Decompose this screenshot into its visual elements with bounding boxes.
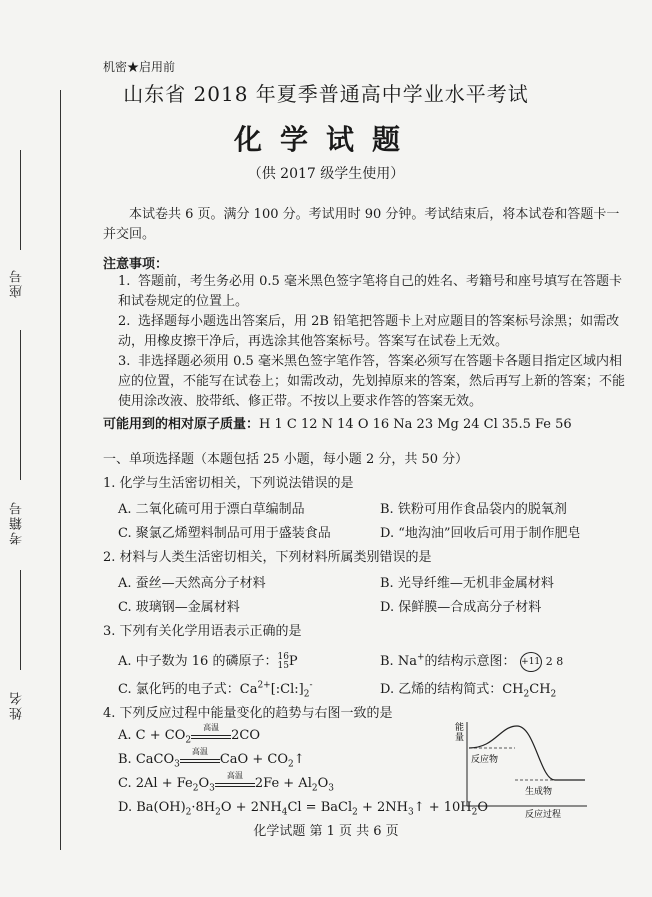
condition-arrow bbox=[215, 770, 255, 791]
reactant-label: 反应物 bbox=[471, 755, 499, 765]
formula-part: Cl = BaCl bbox=[287, 800, 353, 815]
subscript: 3 bbox=[174, 759, 180, 770]
formula-part: B. CaCO bbox=[118, 752, 175, 767]
electron-shells: 2 8 bbox=[545, 655, 564, 668]
subscript: 3 bbox=[209, 783, 215, 794]
formula-part: O bbox=[477, 800, 489, 815]
option-c: C. 聚氯乙烯塑料制品可用于盛装食品 bbox=[118, 526, 331, 541]
option-a-text: A. 中子数为 16 的磷原子： bbox=[118, 654, 278, 669]
subject-title: 化学试题 bbox=[233, 123, 418, 156]
subscript: 4 bbox=[281, 807, 288, 818]
option-b-text: B. Na bbox=[380, 654, 417, 669]
gas-arrow: ↑ bbox=[293, 752, 305, 767]
option-a: A. 二氧化硫可用于漂白草编制品 bbox=[118, 502, 305, 517]
option-c: C. 玻璃钢—金属材料 bbox=[118, 600, 240, 615]
formula-part: O bbox=[317, 776, 329, 791]
charge: - bbox=[309, 680, 313, 691]
subscript: 2 bbox=[192, 783, 199, 794]
question-stem: 4. 下列反应过程中能量变化的趋势与右图一致的是 bbox=[103, 706, 393, 721]
subscript: 2 bbox=[311, 783, 318, 794]
condition-arrow bbox=[191, 722, 231, 743]
option-b: B. 铁粉可用作食品袋内的脱氧剂 bbox=[380, 502, 567, 517]
page-footer: 化学试题 第 1 页 共 6 页 bbox=[253, 824, 399, 839]
question-stem: 3. 下列有关化学用语表示正确的是 bbox=[103, 624, 302, 639]
y-label-bottom: 量 bbox=[455, 733, 465, 743]
option-c-text: C. 氯化钙的电子式：Ca bbox=[118, 682, 258, 697]
question-stem: 2. 材料与人类生活密切相关，下列材料所属类别错误的是 bbox=[103, 550, 432, 565]
condition: 高温 bbox=[203, 722, 220, 732]
charge: 2+ bbox=[257, 680, 271, 691]
subscript: 2 bbox=[215, 807, 221, 818]
id-field-line bbox=[20, 330, 21, 480]
option-d: D. 保鲜膜—合成高分子材料 bbox=[380, 600, 542, 615]
formula-part: CH bbox=[529, 682, 551, 697]
formula-part: 2Fe + Al bbox=[254, 776, 312, 791]
option-a bbox=[118, 650, 298, 671]
notice-text: 答题前，考生务必用 0.5 毫米黑色签字笔将自己的姓名、考籍号和座号填写在答题卡和试卷规定的位置上。 bbox=[118, 274, 622, 309]
charge: + bbox=[416, 652, 425, 663]
secret-mark: 机密★启用前 bbox=[103, 60, 176, 74]
condition: 高温 bbox=[191, 746, 208, 756]
option-b: B. 光导纤维—无机非金属材料 bbox=[380, 576, 554, 591]
option-d: D. “地沟油”回收后可用于制作肥皂 bbox=[380, 526, 581, 541]
subscript: 2 bbox=[352, 807, 358, 818]
subscript: 2 bbox=[523, 689, 530, 700]
atomic-masses-label: 可能用到的相对原子质量： bbox=[103, 417, 260, 432]
subscript: 2 bbox=[287, 759, 294, 770]
formula-part: D. Ba(OH) bbox=[118, 800, 186, 815]
notice-item bbox=[118, 312, 630, 352]
notice-item bbox=[118, 352, 630, 412]
formula-part: A. C + CO bbox=[118, 728, 186, 743]
formula-part: CaO + CO bbox=[219, 752, 288, 767]
option-b bbox=[380, 650, 563, 672]
atomic-masses bbox=[103, 413, 572, 432]
notice-text: 非选择题必须用 0.5 毫米黑色签字笔作答，答案必须写在答题卡各题目指定区域内相应的位置，不能写在试卷上；如需改动，先划掉原来的答案，然后再写上新的答案；不能使用涂改液、胶带纸、修正带。不按以上要求作答的答案无效。 bbox=[118, 354, 626, 409]
notice-item bbox=[118, 272, 630, 312]
option-a bbox=[118, 722, 260, 746]
subscript: 2 bbox=[185, 807, 192, 818]
option-b bbox=[118, 746, 305, 770]
nuclide-numbers bbox=[277, 653, 288, 671]
option-b-tail: 的结构示意图： bbox=[424, 654, 516, 669]
subscript: 2 bbox=[303, 689, 310, 700]
formula-part: C. 2Al + Fe bbox=[118, 776, 193, 791]
usage-note: （供 2017 级学生使用） bbox=[247, 166, 405, 182]
chloride: [:Cl:] bbox=[270, 682, 304, 697]
energy-diagram bbox=[455, 718, 595, 818]
formula-part: ·8H bbox=[191, 800, 216, 815]
condition-arrow bbox=[180, 746, 220, 767]
seat-label: 座号 bbox=[10, 268, 25, 298]
notice-num: 1. bbox=[118, 274, 131, 289]
question-stem: 1. 化学与生活密切相关，下列说法错误的是 bbox=[103, 476, 354, 491]
formula-part: 2CO bbox=[231, 728, 260, 743]
option-d bbox=[118, 800, 488, 818]
subscript: 3 bbox=[407, 807, 414, 818]
option-d-text: D. 乙烯的结构简式：CH bbox=[380, 682, 524, 697]
name-field-line bbox=[20, 570, 21, 670]
notice-heading: 注意事项： bbox=[103, 257, 169, 272]
subscript: 2 bbox=[550, 689, 557, 700]
atomic-number: 15 bbox=[277, 660, 289, 671]
option-d bbox=[380, 678, 556, 700]
energy-curve bbox=[469, 726, 585, 780]
id-label: 考籍号 bbox=[10, 500, 25, 545]
option-c bbox=[118, 678, 313, 700]
nucleus-circle: +11 bbox=[520, 652, 542, 672]
exam-title: 山东省 2018 年夏季普通高中学业水平考试 bbox=[123, 82, 529, 106]
formula-part: O bbox=[198, 776, 210, 791]
subscript: 2 bbox=[471, 807, 478, 818]
atomic-masses-values: H 1 C 12 N 14 O 16 Na 23 Mg 24 Cl 35.5 Fe 56 bbox=[259, 417, 572, 432]
option-c bbox=[118, 770, 334, 794]
notice-num: 3. bbox=[118, 354, 131, 369]
binding-line bbox=[60, 90, 61, 850]
name-label: 姓名 bbox=[10, 690, 25, 720]
mass-number: 16 bbox=[277, 651, 289, 662]
formula-part: ↑ + 10H bbox=[413, 800, 472, 815]
intro-text: 本试卷共 6 页。满分 100 分。考试用时 90 分钟。考试结束后，将本试卷和答题卡一并交回。 bbox=[103, 207, 620, 242]
option-a: A. 蚕丝—天然高分子材料 bbox=[118, 576, 266, 591]
notice-num: 2. bbox=[118, 314, 131, 329]
formula-part: O + 2NH bbox=[220, 800, 282, 815]
condition: 高温 bbox=[226, 770, 243, 780]
product-label: 生成物 bbox=[525, 787, 553, 797]
y-label-top: 能 bbox=[455, 723, 465, 733]
element-symbol: P bbox=[288, 654, 298, 669]
x-label: 反应过程 bbox=[525, 810, 562, 818]
subscript: 3 bbox=[328, 783, 334, 794]
subscript: 2 bbox=[185, 735, 192, 746]
notice-text: 选择题每小题选出答案后，用 2B 铅笔把答题卡上对应题目的答案标号涂黑；如需改动，用橡皮擦干净后，再选涂其他答案标号。答案写在试卷上无效。 bbox=[118, 314, 620, 349]
formula-part: + 2NH bbox=[357, 800, 408, 815]
section-heading: 一、单项选择题（本题包括 25 小题，每小题 2 分，共 50 分） bbox=[103, 452, 469, 467]
